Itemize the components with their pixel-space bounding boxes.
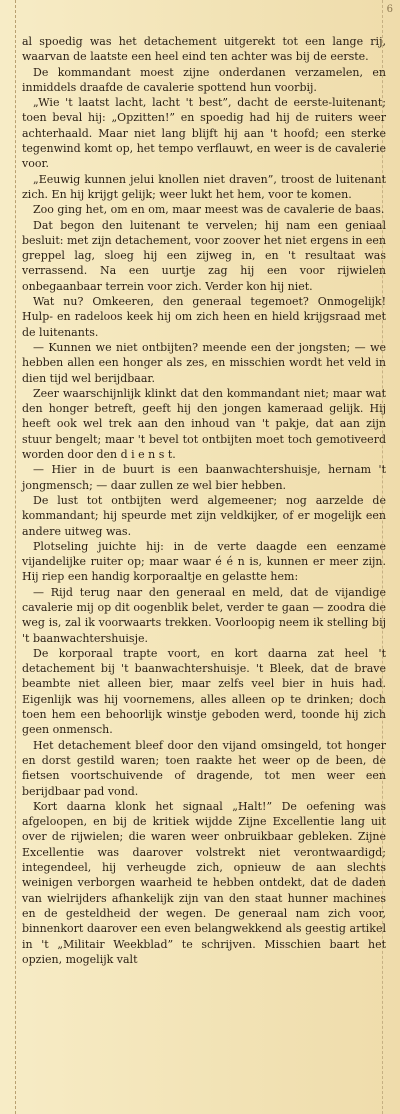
paragraph: De lust tot ontbijten werd algemeener; nog aarzelde de kommandant; hij speurde met zijn veldkijker, of er mogelijk een andere uitweg was. xyxy=(22,493,386,538)
paragraph: Wat nu? Omkeeren, den generaal tegemoet? Onmogelijk! Hulp- en radeloos keek hij om zich heen en hield krijgsraad met de luitenants. xyxy=(22,295,386,339)
paragraph: „Wie 't laatst lacht, lacht 't best”, dacht de eerste-luitenant; toen beval hij: „Opzitten!” en spoedig had hij de ruiters weer achterhaald. Maar niet lang blijft hij aan 't hoofd; een sterke tegenwind komt op, het tempo verflauwt, en weer is de cavalerie voor. xyxy=(22,96,386,171)
paragraph: Het detachement bleef door den vijand omsingeld, tot honger en dorst gestild waren; toen raakte het weer op de been, de fietsen voortschuivende of dragende, tot men weer een berijdbaar pad vond. xyxy=(22,738,386,798)
paragraph: De kommandant moest zijne onderdanen verzamelen, en inmiddels draafde de cavalerie spottend hun voorbij. xyxy=(22,65,386,94)
paragraph: al spoedig was het detachement uitgerekt tot een lange rij, waarvan de laatste een heel eind ten achter was bij de eerste. xyxy=(22,35,386,64)
paragraph: — Rijd terug naar den generaal en meld, dat de vijandige cavalerie mij op dit oogenblik belet, verder te gaan — zoodra die weg is, zal ik voorwaarts trekken. Voorloopig neem ik stelling bij 't baanwachtershuisje. xyxy=(22,585,386,645)
paragraph: Zoo ging het, om en om, maar meest was de cavalerie de baas. xyxy=(33,203,385,217)
paragraph: De korporaal trapte voort, en kort daarna zat heel 't detachement bij 't baanwachtershuisje. 't Bleek, dat de brave beambte niet alleen bier, maar zelfs veel bier in huis had. Eigenlijk was hij voornemens, alles alleen op te drinken; doch toen hem een behoorlijk winstje geboden werd, toonde hij zich geen onmensch. xyxy=(22,646,386,737)
paragraph: Dat begon den luitenant te vervelen; hij nam een geniaal besluit: met zijn detachement, voor zoover het niet ergens in een greppel lag, sloeg hij een zijweg in, en 't resultaat was verrassend. Na een uurtje zag hij een voor rijwielen onbegaanbaar terrein voor zich. Verder kon hij niet. xyxy=(22,218,386,293)
article-column xyxy=(22,34,386,967)
page-number: 6 xyxy=(386,4,393,15)
paragraph: — Kunnen we niet ontbijten? meende een der jongsten; — we hebben allen een honger als zes, en misschien wordt het veld in dien tijd wel berijdbaar. xyxy=(22,340,386,385)
paragraph: Zeer waarschijnlijk klinkt dat den kommandant niet; maar wat den honger betreft, geeft hij den jongen kameraad gelijk. Hij heeft ook wel trek aan den inhoud van 't pakje, dat aan zijn stuur bengelt; maar 't bevel tot ontbijten moet toch gemotiveerd worden door den d i e n s t. xyxy=(22,386,386,462)
paragraph: Plotseling juichte hij: in de verte daagde een eenzame vijandelijke ruiter op; maar waar é é n is, kunnen er meer zijn. Hij riep een handig korporaaltje en gelastte hem: xyxy=(22,539,386,584)
left-column-rule xyxy=(15,0,16,1114)
paragraph: Kort daarna klonk het signaal „Halt!” De oefening was afgeloopen, en bij de kritiek wijdde Zijne Excellentie lang uit over de rijwielen; die waren weer onbruikbaar gebleken. Zijne Excellentie was daarover volstrekt niet verontwaardigd; integendeel, hij verheugde zich, opnieuw de aan slechts weinigen verborgen waarheid te hebben ontdekt, dat de daden van wielrijders afhankelijk zijn van den staat hunner machines en de gesteldheid der wegen. De generaal nam zich voor, binnenkort daarover een even belangwekkend als geestig artikel in 't „Militair Weekblad” te schrijven. Misschien baart het opzien, mogelijk valt xyxy=(22,799,386,966)
paragraph: „Eeuwig kunnen jelui knollen niet draven”, troost de luitenant zich. En hij krijgt gelijk; weer lukt het hem, voor te komen. xyxy=(22,172,386,201)
paragraph: — Hier in de buurt is een baanwachtershuisje, hernam 't jongmensch; — daar zullen ze wel bier hebben. xyxy=(22,463,386,492)
